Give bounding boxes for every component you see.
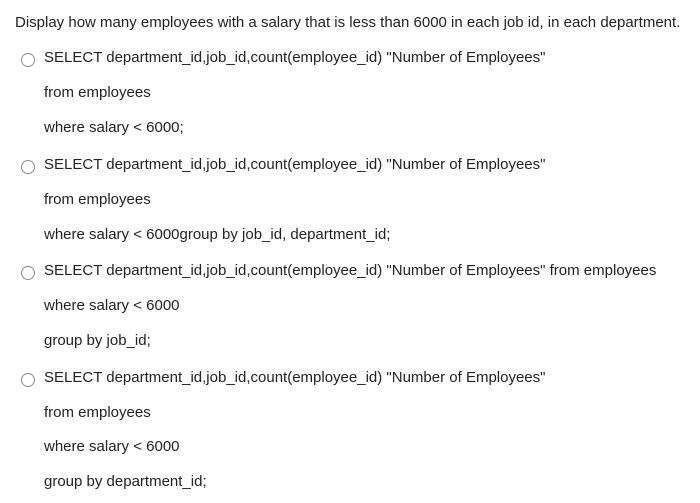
question-text: Display how many employees with a salary that is less than 6000 in each job id, in each department. [15, 14, 681, 31]
radio-button-c[interactable] [21, 266, 35, 280]
option-a-line-2: from employees [44, 84, 151, 101]
option-b-line-3: where salary < 6000group by job_id, department_id; [44, 226, 391, 243]
radio-button-d[interactable] [21, 373, 35, 387]
option-b-line-1: SELECT department_id,job_id,count(employee_id) "Number of Employees" [44, 156, 546, 173]
option-d-line-2: from employees [44, 404, 151, 421]
option-c-line-1: SELECT department_id,job_id,count(employee_id) "Number of Employees" from employees [44, 262, 657, 279]
option-d-line-1: SELECT department_id,job_id,count(employee_id) "Number of Employees" [44, 369, 546, 386]
option-b-line-2: from employees [44, 191, 151, 208]
radio-button-b[interactable] [21, 160, 35, 174]
radio-button-a[interactable] [21, 53, 35, 67]
option-c-line-2: where salary < 6000 [44, 297, 180, 314]
option-a-line-3: where salary < 6000; [44, 119, 184, 136]
option-d-line-4: group by department_id; [44, 473, 207, 490]
option-d-line-3: where salary < 6000 [44, 438, 180, 455]
option-a-line-1: SELECT department_id,job_id,count(employee_id) "Number of Employees" [44, 49, 546, 66]
option-c-line-3: group by job_id; [44, 332, 151, 349]
